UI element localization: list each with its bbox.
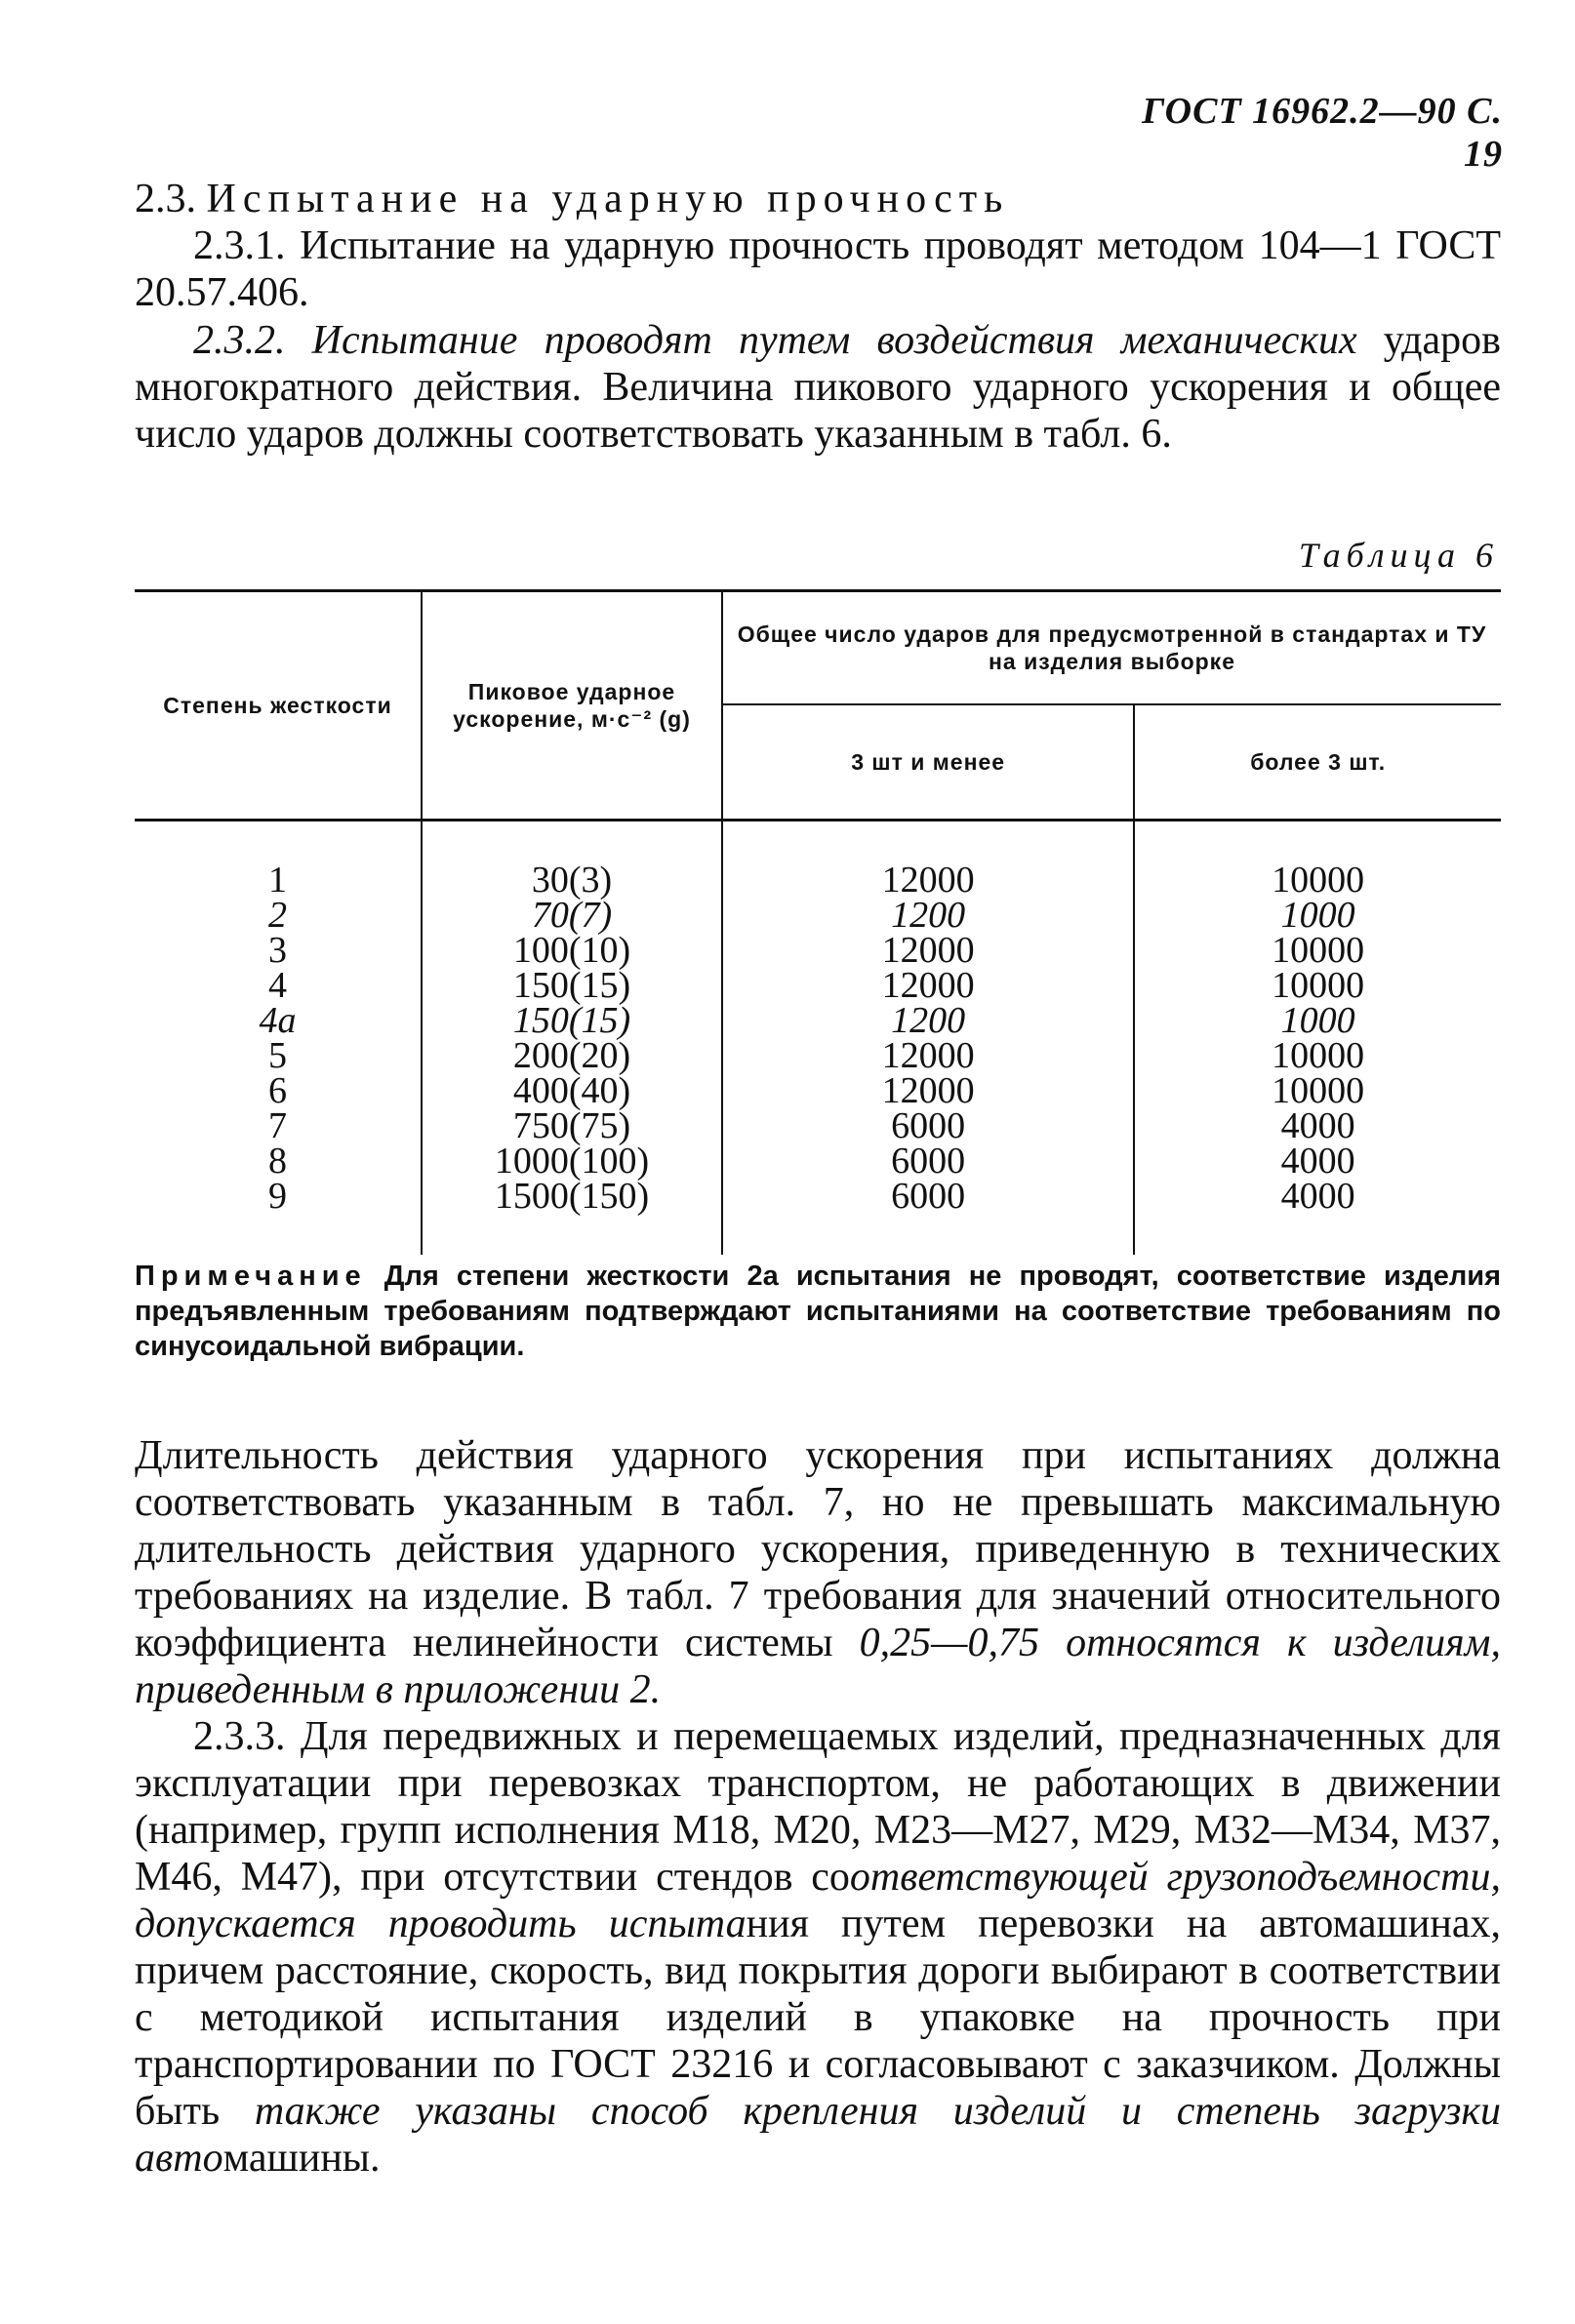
cell-severity: 6 <box>268 1070 287 1111</box>
cell-shocks-few: 12000 <box>722 1073 1134 1108</box>
cell-shocks-few: 12000 <box>722 968 1134 1003</box>
cell-acceleration: 150(15) <box>422 1003 722 1038</box>
header-severity: Степень жесткости <box>163 693 392 718</box>
cell-shocks-few: 1200 <box>722 898 1134 933</box>
cell-acceleration: 200(20) <box>422 1038 722 1073</box>
table-row <box>135 1108 1501 1143</box>
table-row <box>135 933 1501 968</box>
cell-severity: 3 <box>268 930 287 971</box>
heading-number: 2.3. <box>135 177 196 221</box>
cell-acceleration: 100(10) <box>422 933 722 968</box>
header-more-than-three: более 3 шт. <box>1134 704 1501 821</box>
cell-shocks-many: 10000 <box>1134 1073 1501 1108</box>
cell-acceleration: 400(40) <box>422 1073 722 1108</box>
p233-text-3: машины. <box>222 2136 381 2181</box>
table-row <box>135 1073 1501 1108</box>
table-6-container <box>135 589 1501 1255</box>
note-label: Примечание <box>135 1261 367 1292</box>
cell-acceleration: 1500(150) <box>422 1179 722 1255</box>
paragraph-2-3-1: 2.3.1. Испытание на ударную прочность проводят методом 104—1 ГОСТ 20.57.406. <box>135 223 1501 315</box>
duration-italic: 0,25—0,75 относятся к изделиям, приведенным в приложении 2. <box>135 1621 1501 1712</box>
cell-shocks-many: 10000 <box>1134 1038 1501 1073</box>
cell-shocks-many: 4000 <box>1134 1108 1501 1143</box>
cell-shocks-many: 1000 <box>1134 1003 1501 1038</box>
cell-severity: 4a <box>259 1000 297 1041</box>
table-caption: Таблица 6 <box>1298 536 1499 575</box>
cell-shocks-few: 1200 <box>722 1003 1134 1038</box>
p233-italic-1: ответствующей грузоподъемности, допускается проводить испыта <box>135 1855 1501 1946</box>
paragraph-2-3-2-lead: 2.3.2. Испытание проводят путем воздействия механических <box>193 318 1357 363</box>
p233-text-2: ния путем перевозки на автомашинах, причем расстояние, скорость, вид покрытия дороги выбирают в соответствии с методикой испытания изделий в упаковке на прочность при транспортировании по ГОСТ 23216 и согласовывают с заказчиком. Должны быть <box>135 1902 1501 2134</box>
cell-shocks-few: 6000 <box>722 1143 1134 1179</box>
duration-text: Длительность действия ударного ускорения при испытаниях должна соответствовать указанным в табл. 7, но не превышать максимальную длительность действия ударного ускорения, приведенную в технических требованиях на изделие. В табл. 7 требования для значений относительного коэффициента нелинейности системы <box>135 1433 1501 1665</box>
paragraph-duration <box>135 1432 1501 1713</box>
cell-severity: 2 <box>268 895 287 936</box>
cell-shocks-few: 12000 <box>722 821 1134 899</box>
cell-shocks-few: 6000 <box>722 1179 1134 1255</box>
table-row <box>135 1179 1501 1255</box>
running-title: ГОСТ 16962.2—90 С. 19 <box>1142 91 1503 175</box>
header-three-or-less: 3 шт и менее <box>722 704 1134 821</box>
cell-severity: 9 <box>268 1176 287 1217</box>
paragraph-2-3-2-rest: ударов многократного действия. Величина пикового ударного ускорения и общее число ударов должны соответствовать указанным в табл. 6. <box>135 318 1501 457</box>
cell-severity: 8 <box>268 1141 287 1182</box>
cell-shocks-many: 4000 <box>1134 1179 1501 1255</box>
cell-severity: 1 <box>268 860 287 901</box>
header-peak-acceleration: Пиковое ударное ускорение, м·с⁻² (g) <box>422 591 722 821</box>
table-note <box>135 1259 1501 1364</box>
note-text: Для степени жесткости 2а испытания не проводят, соответствие изделия предъявленным требованиям подтверждают испытаниями на соответствие требованиям по синусоидальной вибрации. <box>135 1261 1501 1362</box>
cell-shocks-many: 10000 <box>1134 933 1501 968</box>
cell-shocks-few: 12000 <box>722 933 1134 968</box>
cell-severity: 7 <box>268 1105 287 1146</box>
cell-shocks-few: 6000 <box>722 1108 1134 1143</box>
table-row <box>135 898 1501 933</box>
cell-acceleration: 70(7) <box>422 898 722 933</box>
p233-text-1: 2.3.3. Для передвижных и перемещаемых изделий, предназначенных для эксплуатации при перевозках транспортом, не работающих в движении (например, групп исполнения М18, М20, М23—М27, М29, М32—М34, М37, М46, М47), при отсутствии стендов со <box>135 1714 1501 1900</box>
cell-shocks-many: 1000 <box>1134 898 1501 933</box>
table-row <box>135 1038 1501 1073</box>
cell-acceleration: 750(75) <box>422 1108 722 1143</box>
cell-shocks-few: 12000 <box>722 1038 1134 1073</box>
cell-shocks-many: 10000 <box>1134 968 1501 1003</box>
section-heading <box>135 176 1501 222</box>
cell-acceleration: 1000(100) <box>422 1143 722 1179</box>
paragraph-2-3-2 <box>135 317 1501 458</box>
table-row <box>135 821 1501 899</box>
cell-shocks-many: 10000 <box>1134 821 1501 899</box>
cell-severity: 4 <box>268 965 287 1006</box>
cell-shocks-many: 4000 <box>1134 1143 1501 1179</box>
table-row <box>135 1143 1501 1179</box>
header-total-shocks: Общее число ударов для предусмотренной в стандартах и ТУ на изделия выборке <box>722 591 1501 705</box>
table-row <box>135 968 1501 1003</box>
table-row <box>135 1003 1501 1038</box>
cell-acceleration: 30(3) <box>422 821 722 899</box>
cell-acceleration: 150(15) <box>422 968 722 1003</box>
p233-italic-2: также указаны способ крепления изделий и степень загрузки авто <box>135 2089 1501 2181</box>
heading-text: Испытание на ударную прочность <box>206 177 1010 221</box>
cell-severity: 5 <box>268 1035 287 1076</box>
shock-test-table <box>135 589 1501 1255</box>
paragraph-2-3-3 <box>135 1713 1501 2182</box>
